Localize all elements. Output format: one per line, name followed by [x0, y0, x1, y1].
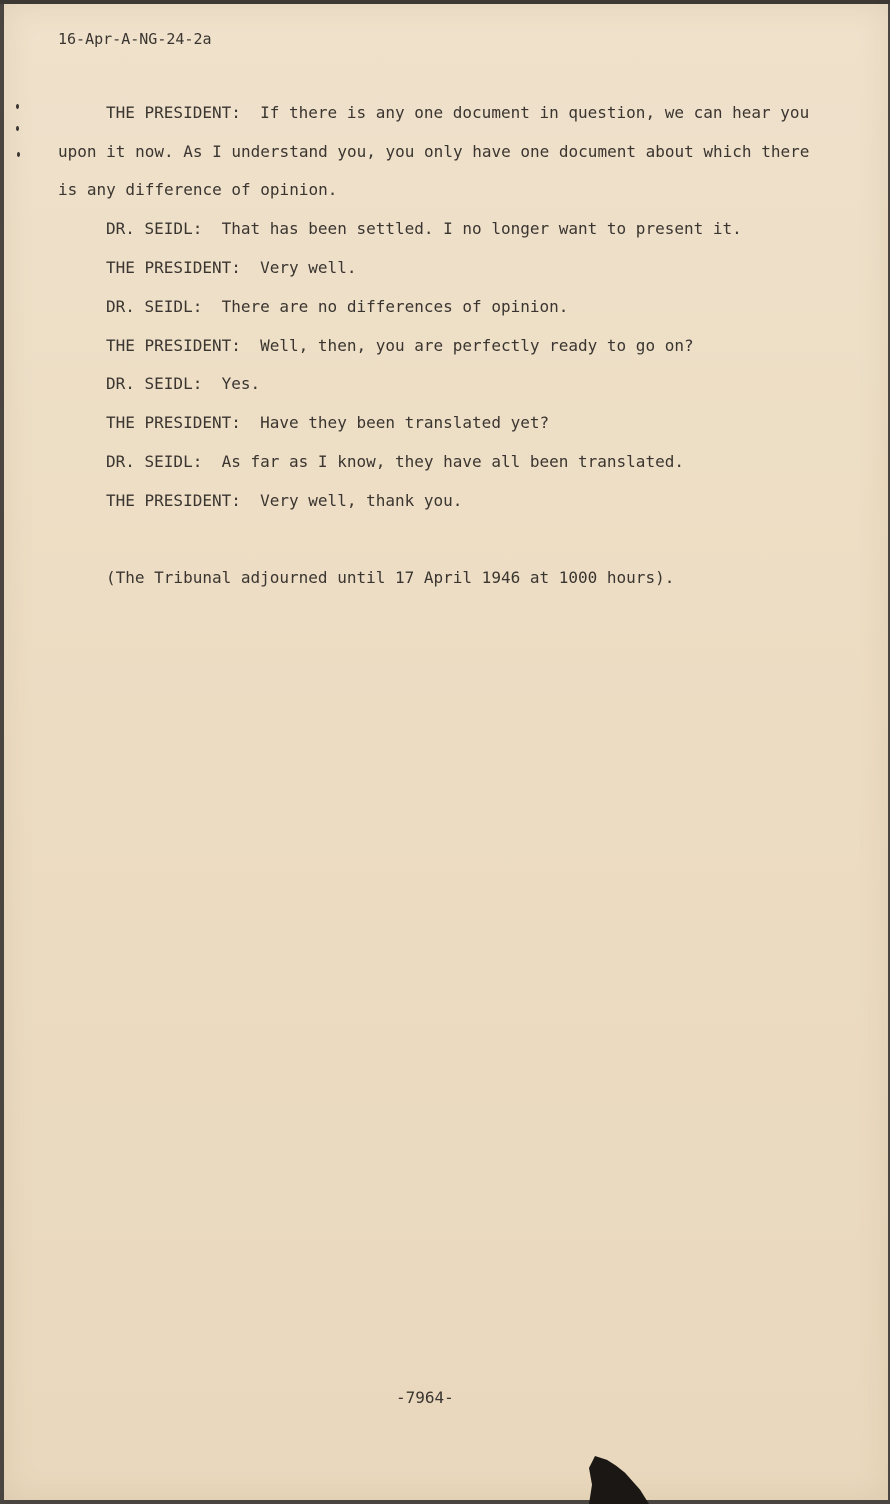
transcript-line-7: THE PRESIDENT: Well, then, you are perfectly ready to go on?	[106, 336, 694, 355]
transcript-line-10: DR. SEIDL: As far as I know, they have all been translated.	[106, 452, 684, 471]
transcript-line-6: DR. SEIDL: There are no differences of opinion.	[106, 297, 569, 316]
transcript-line-1: THE PRESIDENT: If there is any one document in question, we can hear you	[106, 103, 810, 122]
margin-mark	[16, 126, 19, 131]
adjournment-note: (The Tribunal adjourned until 17 April 1946 at 1000 hours).	[106, 568, 675, 587]
transcript-line-8: DR. SEIDL: Yes.	[106, 374, 261, 393]
transcript-line-2: upon it now. As I understand you, you only have one document about which there	[58, 142, 810, 161]
page-number: -7964-	[396, 1388, 454, 1407]
transcript-line-5: THE PRESIDENT: Very well.	[106, 258, 357, 277]
margin-mark	[16, 104, 19, 109]
typewritten-transcript-page	[4, 4, 888, 1500]
ink-blot-stain	[589, 1456, 649, 1504]
document-header-code: 16-Apr-A-NG-24-2a	[58, 30, 212, 48]
transcript-line-11: THE PRESIDENT: Very well, thank you.	[106, 491, 463, 510]
transcript-line-4: DR. SEIDL: That has been settled. I no longer want to present it.	[106, 219, 742, 238]
transcript-line-9: THE PRESIDENT: Have they been translated yet?	[106, 413, 550, 432]
transcript-line-3: is any difference of opinion.	[58, 180, 338, 199]
margin-mark	[17, 152, 20, 157]
